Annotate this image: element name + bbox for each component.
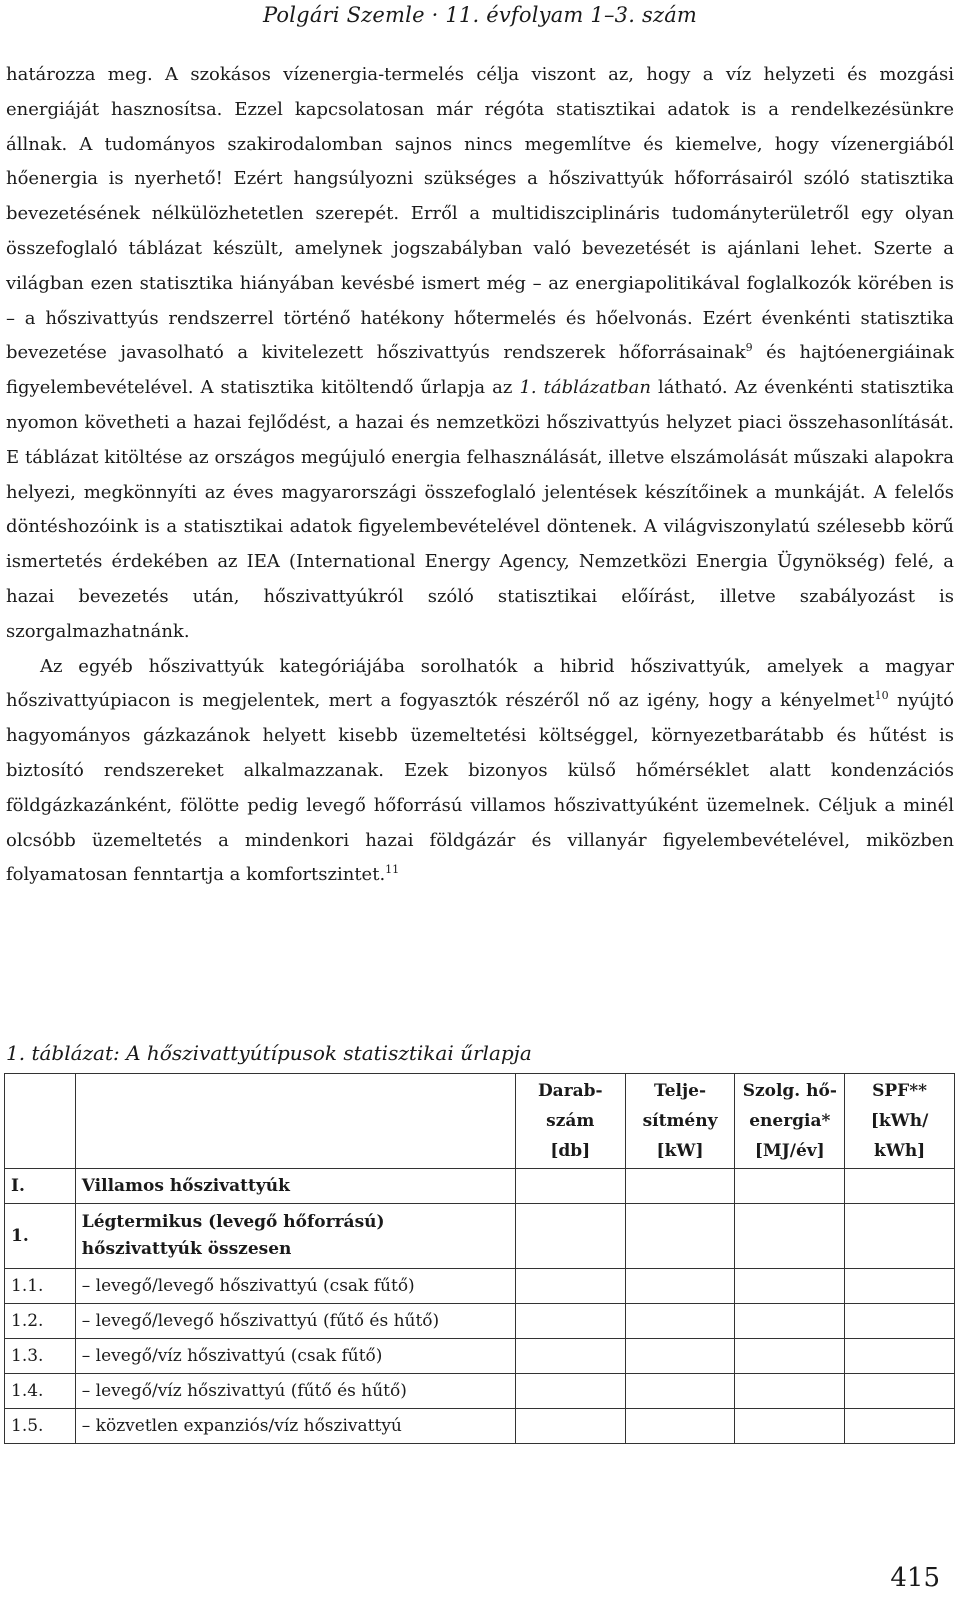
row-number: 1.3. <box>5 1339 76 1374</box>
row-label: – levegő/levegő hőszivattyú (fűtő és hűtő) <box>75 1304 515 1339</box>
header-count-line-3: [db] <box>550 1141 591 1161</box>
header-energy-line-2: energia* <box>749 1111 831 1131</box>
cell-power[interactable] <box>625 1304 735 1339</box>
cell-count[interactable] <box>515 1304 625 1339</box>
header-spf-line-1: SPF** <box>872 1081 928 1101</box>
paragraph-1-text-a: határozza meg. A szokásos vízenergia-termelés célja viszont az, hogy a víz helyzeti és mozgási energiáját hasznosítsa. Ezzel kapcsolatosan már régóta statisztikai adatok is a rendelkezésünkre állnak. A tudományos szakirodalomban sajnos nincs megemlítve és kiemelve, hogy vízenergiából hőenergia is nyerhető! Ezért hangsúlyozni szükséges a hőszivattyúk hőforrásairól szóló statisztika bevezetésének nélkülözhetetlen szerepét. Erről a multidiszciplináris tudományterületről egy olyan összefoglaló táblázat készült, amelynek jogszabályban való bevezetését is ajánlani lehet. Szerte a világban ezen statisztika hiányában kevésbé ismert még – az energiapolitikával foglalkozók körében is – a hőszivattyús rendszerrel történő hatékony hőtermelés és hőelvonás. Ezért évenkénti statisztika bevezetése javasolható a kivitelezett hőszivattyús rendszerek hőforrásainak <box>6 64 954 364</box>
paragraph-2-text-b: nyújtó hagyományos gázkazánok helyett kisebb üzemeltetési költséggel, környezetbarátabb és hűtést is biztosító rendszereket alkalmazzanak. Ezek bizonyos külső hőmérséklet alatt kondenzációs földgázkazánként, fölötte pedig levegő hőforrású villamos hőszivattyúként üzemelnek. Céljuk a minél olcsóbb üzemeltetés a mindenkori hazai földgázár és villanyár figyelembevételével, miközben folyamatosan fenntartja a komfortszintet. <box>6 690 954 886</box>
cell-power[interactable] <box>625 1204 735 1269</box>
table-row <box>5 1204 955 1269</box>
row-label: – levegő/víz hőszivattyú (csak fűtő) <box>75 1339 515 1374</box>
row-label: – levegő/levegő hőszivattyú (csak fűtő) <box>75 1269 515 1304</box>
article-body <box>6 58 954 893</box>
row-number: I. <box>5 1169 76 1204</box>
cell-energy[interactable] <box>735 1304 845 1339</box>
table-reference: 1. táblázatban <box>519 377 651 399</box>
cell-energy[interactable] <box>735 1204 845 1269</box>
cell-spf[interactable] <box>845 1169 955 1204</box>
header-energy-line-1: Szolg. hő- <box>742 1081 837 1101</box>
table-caption: 1. táblázat: A hőszivattyútípusok statisztikai űrlapja <box>6 1041 532 1065</box>
table-header-row <box>5 1074 955 1169</box>
cell-spf[interactable] <box>845 1339 955 1374</box>
cell-count[interactable] <box>515 1409 625 1444</box>
cell-spf[interactable] <box>845 1304 955 1339</box>
table-row <box>5 1409 955 1444</box>
row-label: Légtermikus (levegő hőforrású) hőszivattyúk összesen <box>75 1204 515 1269</box>
cell-count[interactable] <box>515 1204 625 1269</box>
cell-energy[interactable] <box>735 1269 845 1304</box>
header-energy-line-3: [MJ/év] <box>754 1141 825 1161</box>
paragraph-2 <box>6 650 954 894</box>
row-number: 1. <box>5 1204 76 1269</box>
footnote-ref-9[interactable]: 9 <box>745 341 753 355</box>
table-row <box>5 1339 955 1374</box>
table-row <box>5 1269 955 1304</box>
header-empty-num <box>5 1074 76 1169</box>
paragraph-2-text-a: Az egyéb hőszivattyúk kategóriájába sorolhatók a hibrid hőszivattyúk, amelyek a magyar hőszivattyúpiacon is megjelentek, mert a fogyasztók részéről nő az igény, hogy a kényelmet <box>6 655 954 712</box>
header-count <box>515 1074 625 1169</box>
cell-energy[interactable] <box>735 1339 845 1374</box>
cell-power[interactable] <box>625 1169 735 1204</box>
cell-count[interactable] <box>515 1374 625 1409</box>
row-label: – közvetlen expanziós/víz hőszivattyú <box>75 1409 515 1444</box>
cell-power[interactable] <box>625 1374 735 1409</box>
paragraph-1 <box>6 58 954 650</box>
cell-energy[interactable] <box>735 1374 845 1409</box>
table-row <box>5 1169 955 1204</box>
cell-energy[interactable] <box>735 1409 845 1444</box>
header-count-line-1: Darab- <box>537 1081 603 1101</box>
cell-spf[interactable] <box>845 1269 955 1304</box>
table-row <box>5 1374 955 1409</box>
header-energy <box>735 1074 845 1169</box>
row-number: 1.1. <box>5 1269 76 1304</box>
table-row <box>5 1304 955 1339</box>
header-power-line-1: Telje- <box>654 1081 707 1101</box>
cell-spf[interactable] <box>845 1374 955 1409</box>
header-spf <box>845 1074 955 1169</box>
header-power <box>625 1074 735 1169</box>
paragraph-1-text-b: és hajtóenergiáinak figyelembevételével. A statisztika kitöltendő űrlapja az <box>6 342 955 399</box>
cell-spf[interactable] <box>845 1204 955 1269</box>
header-count-line-2: szám <box>546 1111 595 1131</box>
cell-count[interactable] <box>515 1269 625 1304</box>
row-label: Villamos hőszivattyúk <box>75 1169 515 1204</box>
paragraph-1-text-c: látható. Az évenkénti statisztika nyomon követheti a hazai fejlődést, a hazai és nemzetközi hőszivattyús helyzet piaci összehasonlítását. E táblázat kitöltése az országos megújuló energia felhasználását, illetve elszámolását műszaki alapokra helyezi, megkönnyíti az éves magyarországi összefoglaló jelentések készítőinek a munkáját. A felelős döntéshozóink is a statisztikai adatok figyelembevételével döntenek. A világviszonylatú szélesebb körű ismertetés érdekében az IEA (International Energy Agency, Nemzetközi Energia Ügynökség) felé, a hazai bevezetés után, hőszivattyúkról szóló statisztikai előírást, illetve szabályozást is szorgalmazhatnánk. <box>6 377 954 642</box>
cell-count[interactable] <box>515 1339 625 1374</box>
header-spf-line-2: [kWh/ <box>870 1111 929 1131</box>
footnote-ref-10[interactable]: 10 <box>874 689 889 703</box>
cell-energy[interactable] <box>735 1169 845 1204</box>
cell-power[interactable] <box>625 1339 735 1374</box>
heat-pump-statistics-table <box>4 1073 955 1444</box>
running-header: Polgári Szemle · 11. évfolyam 1–3. szám <box>262 3 698 27</box>
header-power-line-2: sítmény <box>642 1111 718 1131</box>
row-number: 1.4. <box>5 1374 76 1409</box>
header-power-line-3: [kW] <box>656 1141 704 1161</box>
page-number: 415 <box>890 1563 940 1593</box>
header-empty-name <box>75 1074 515 1169</box>
header-spf-line-3: kWh] <box>873 1141 926 1161</box>
cell-power[interactable] <box>625 1409 735 1444</box>
cell-count[interactable] <box>515 1169 625 1204</box>
cell-power[interactable] <box>625 1269 735 1304</box>
row-number: 1.2. <box>5 1304 76 1339</box>
cell-spf[interactable] <box>845 1409 955 1444</box>
row-label: – levegő/víz hőszivattyú (fűtő és hűtő) <box>75 1374 515 1409</box>
row-number: 1.5. <box>5 1409 76 1444</box>
footnote-ref-11[interactable]: 11 <box>385 863 400 877</box>
